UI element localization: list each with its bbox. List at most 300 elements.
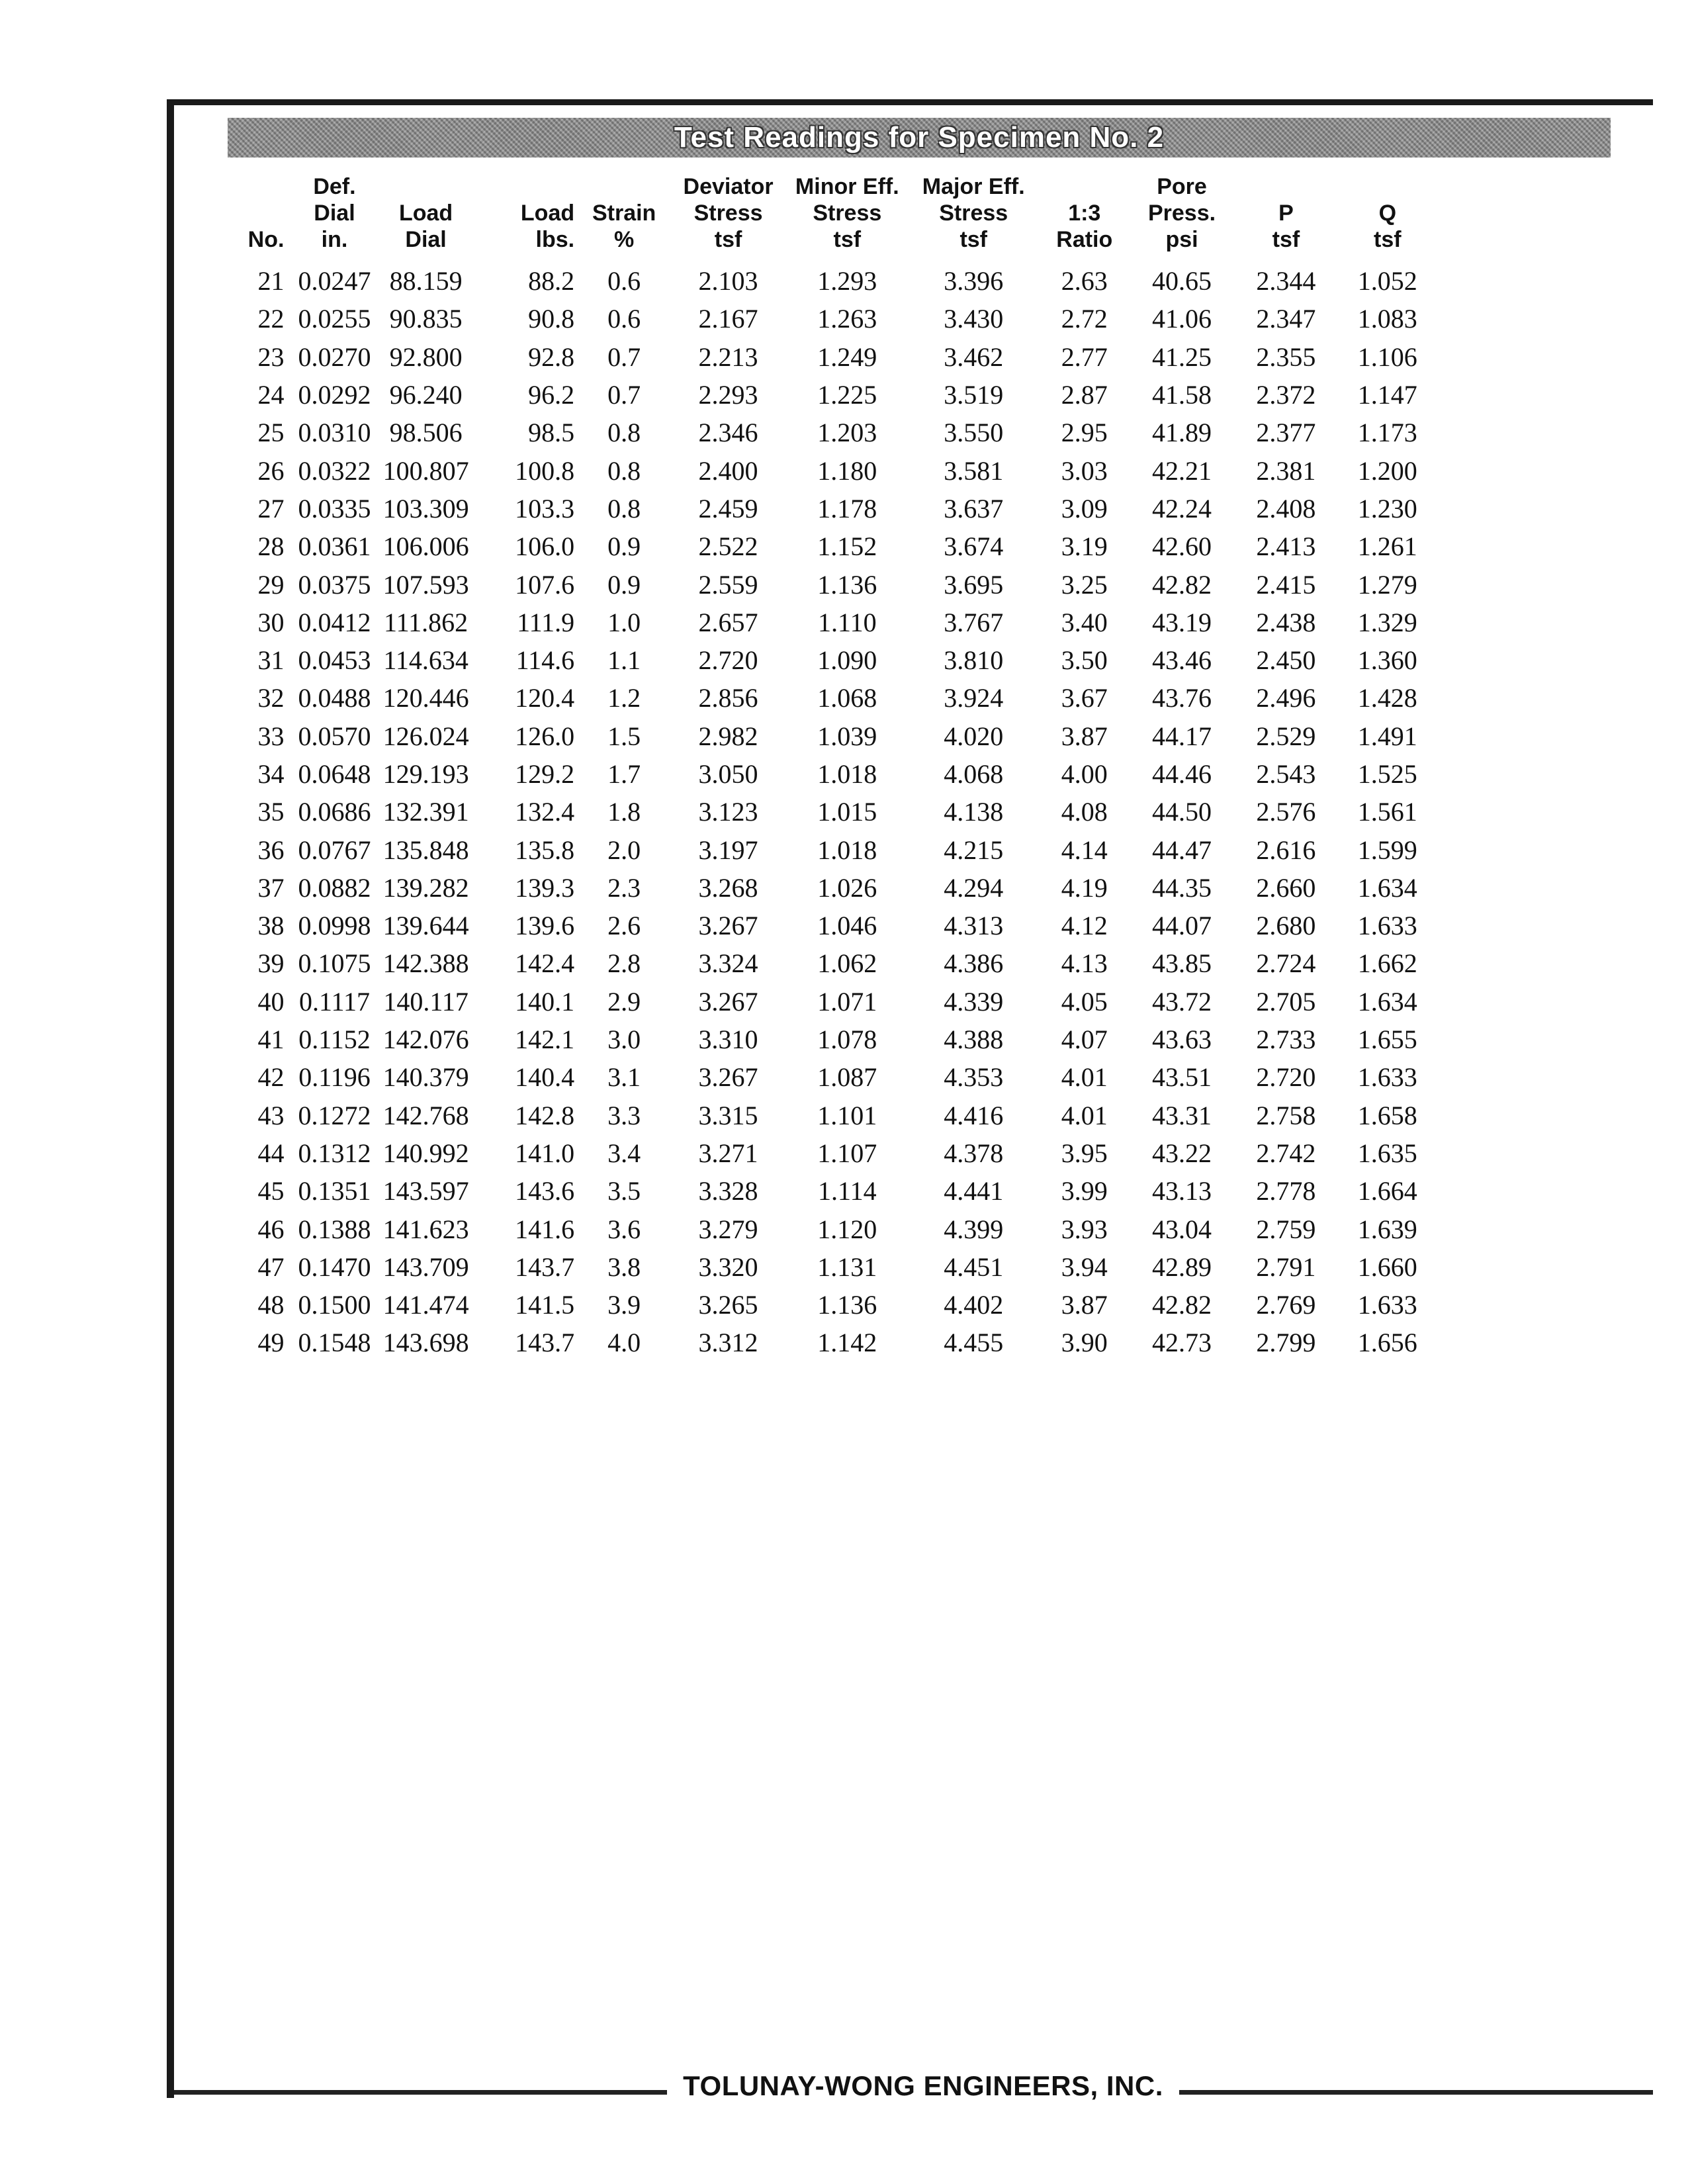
column-header-strain [580,173,668,262]
cell-q: 1.634 [1357,872,1417,903]
cell-def-dial: 0.1152 [298,1024,371,1055]
cell-no: 47 [257,1251,285,1282]
cell-no: 40 [257,986,285,1017]
cell-major-eff-stress: 4.451 [944,1251,1004,1282]
cell-load-lbs: 114.6 [515,645,575,676]
cell-strain: 0.6 [607,304,641,334]
cell-minor-eff-stress: 1.015 [817,797,877,827]
cell-p: 2.733 [1256,1024,1316,1055]
table-row [228,490,1439,527]
cell-def-dial: 0.0882 [298,872,371,903]
cell-minor-eff-stress: 1.136 [817,1290,877,1320]
cell-load-dial: 103.309 [382,493,469,523]
column-header-line: Load [398,201,453,226]
cell-q: 1.664 [1357,1176,1417,1206]
cell-pore-press: 43.85 [1152,948,1212,979]
cell-q: 1.428 [1357,683,1417,713]
cell-def-dial: 0.0322 [298,455,371,486]
table-row [228,717,1439,755]
cell-ratio: 2.87 [1061,380,1108,410]
cell-load-dial: 140.117 [383,986,468,1017]
cell-q: 1.633 [1357,911,1417,941]
table-row [228,451,1439,489]
table-row [228,869,1439,907]
cell-load-lbs: 139.3 [515,872,575,903]
cell-minor-eff-stress: 1.107 [817,1138,877,1168]
table-row [228,604,1439,641]
cell-p: 2.742 [1256,1138,1316,1168]
cell-def-dial: 0.0292 [298,380,371,410]
cell-deviator-stress: 2.657 [698,607,758,637]
cell-strain: 2.3 [607,872,641,903]
cell-strain: 0.6 [607,266,641,296]
column-header-deviator-stress [668,173,788,262]
cell-no: 43 [257,1100,285,1130]
cell-deviator-stress: 3.271 [698,1138,758,1168]
cell-p: 2.616 [1256,835,1316,865]
cell-ratio: 2.77 [1061,341,1108,372]
cell-major-eff-stress: 3.695 [944,569,1004,600]
cell-load-lbs: 140.4 [515,1062,575,1093]
cell-deviator-stress: 2.856 [698,683,758,713]
column-header-line: P [1278,201,1294,226]
cell-q: 1.360 [1357,645,1417,676]
cell-p: 2.758 [1256,1100,1316,1130]
cell-minor-eff-stress: 1.114 [818,1176,877,1206]
cell-load-dial: 96.240 [389,380,463,410]
footer-rule-left [174,2090,667,2095]
column-header-line: Pore [1157,174,1207,199]
cell-no: 35 [257,797,285,827]
table-row [228,376,1439,414]
cell-def-dial: 0.1351 [298,1176,371,1206]
cell-pore-press: 42.73 [1152,1328,1212,1358]
cell-load-dial: 100.807 [382,455,469,486]
cell-minor-eff-stress: 1.071 [817,986,877,1017]
column-header-def-dial [290,173,378,262]
cell-deviator-stress: 2.400 [698,455,758,486]
column-header-line: Load [520,201,575,226]
cell-p: 2.372 [1256,380,1316,410]
cell-no: 25 [257,418,285,448]
cell-ratio: 3.94 [1061,1251,1108,1282]
cell-no: 49 [257,1328,285,1358]
cell-load-lbs: 90.8 [528,304,575,334]
cell-strain: 3.6 [607,1214,641,1244]
cell-minor-eff-stress: 1.249 [817,341,877,372]
cell-no: 46 [257,1214,285,1244]
column-header-line: in. [321,227,348,252]
cell-no: 32 [257,683,285,713]
cell-deviator-stress: 2.293 [698,380,758,410]
cell-pore-press: 42.89 [1152,1251,1212,1282]
column-header-pore-press [1128,173,1235,262]
column-header-line: tsf [1272,227,1300,252]
title-banner [228,118,1611,158]
cell-strain: 1.5 [607,721,641,751]
cell-ratio: 3.99 [1061,1176,1108,1206]
cell-q: 1.662 [1357,948,1417,979]
cell-def-dial: 0.0686 [298,797,371,827]
cell-load-dial: 142.076 [382,1024,469,1055]
cell-major-eff-stress: 4.020 [944,721,1004,751]
cell-no: 30 [257,607,285,637]
cell-def-dial: 0.0335 [298,493,371,523]
cell-q: 1.635 [1357,1138,1417,1168]
cell-load-lbs: 98.5 [528,418,575,448]
cell-def-dial: 0.1075 [298,948,371,979]
column-header-line: tsf [959,227,987,252]
cell-ratio: 4.05 [1061,986,1108,1017]
cell-ratio: 3.03 [1061,455,1108,486]
cell-load-dial: 139.644 [382,911,469,941]
cell-pore-press: 43.63 [1152,1024,1212,1055]
cell-load-dial: 140.992 [382,1138,469,1168]
cell-load-dial: 142.388 [382,948,469,979]
cell-q: 1.525 [1357,759,1417,789]
cell-pore-press: 42.82 [1152,569,1212,600]
cell-ratio: 4.13 [1061,948,1108,979]
cell-no: 22 [257,304,285,334]
cell-q: 1.660 [1357,1251,1417,1282]
cell-pore-press: 43.51 [1152,1062,1212,1093]
cell-strain: 1.7 [607,759,641,789]
cell-pore-press: 43.31 [1152,1100,1212,1130]
cell-ratio: 4.19 [1061,872,1108,903]
cell-strain: 3.3 [607,1100,641,1130]
cell-major-eff-stress: 4.386 [944,948,1004,979]
cell-ratio: 4.07 [1061,1024,1108,1055]
cell-deviator-stress: 3.320 [698,1251,758,1282]
cell-no: 23 [257,341,285,372]
cell-deviator-stress: 2.103 [698,266,758,296]
cell-ratio: 3.95 [1061,1138,1108,1168]
column-header-major-eff-stress [907,173,1041,262]
cell-p: 2.660 [1256,872,1316,903]
cell-load-lbs: 107.6 [515,569,575,600]
cell-load-lbs: 143.7 [515,1328,575,1358]
cell-strain: 0.8 [607,418,641,448]
cell-strain: 2.9 [607,986,641,1017]
cell-q: 1.655 [1357,1024,1417,1055]
cell-major-eff-stress: 3.519 [944,380,1004,410]
cell-def-dial: 0.0270 [298,341,371,372]
table-row [228,983,1439,1021]
cell-deviator-stress: 2.982 [698,721,758,751]
column-header-line: tsf [714,227,742,252]
table-row [228,1097,1439,1134]
cell-minor-eff-stress: 1.068 [817,683,877,713]
cell-major-eff-stress: 3.637 [944,493,1004,523]
cell-q: 1.633 [1357,1290,1417,1320]
column-header-no [228,173,290,262]
column-header-line: tsf [1374,227,1402,252]
column-header-line: Stress [939,201,1008,226]
cell-q: 1.491 [1357,721,1417,751]
cell-deviator-stress: 2.346 [698,418,758,448]
cell-load-lbs: 129.2 [515,759,575,789]
cell-load-lbs: 106.0 [515,531,575,562]
cell-no: 21 [257,266,285,296]
cell-no: 26 [257,455,285,486]
cell-load-dial: 98.506 [389,418,463,448]
cell-minor-eff-stress: 1.039 [817,721,877,751]
cell-p: 2.344 [1256,266,1316,296]
column-header-load-lbs [474,173,580,262]
cell-strain: 1.8 [607,797,641,827]
cell-pore-press: 44.47 [1152,835,1212,865]
cell-load-lbs: 88.2 [528,266,575,296]
cell-p: 2.496 [1256,683,1316,713]
cell-def-dial: 0.1470 [298,1251,371,1282]
cell-ratio: 4.01 [1061,1062,1108,1093]
cell-minor-eff-stress: 1.263 [817,304,877,334]
cell-pore-press: 43.46 [1152,645,1212,676]
cell-minor-eff-stress: 1.110 [818,607,877,637]
column-header-q [1337,173,1439,262]
table-row [228,1286,1439,1324]
cell-strain: 2.6 [607,911,641,941]
cell-ratio: 3.40 [1061,607,1108,637]
cell-minor-eff-stress: 1.026 [817,872,877,903]
cell-major-eff-stress: 3.430 [944,304,1004,334]
cell-no: 28 [257,531,285,562]
cell-no: 31 [257,645,285,676]
cell-strain: 3.5 [607,1176,641,1206]
cell-deviator-stress: 3.324 [698,948,758,979]
cell-pore-press: 43.22 [1152,1138,1212,1168]
cell-major-eff-stress: 4.455 [944,1328,1004,1358]
cell-load-dial: 129.193 [382,759,469,789]
column-header-line: Ratio [1056,227,1113,252]
cell-strain: 2.8 [607,948,641,979]
table-row [228,907,1439,944]
column-header-ratio [1041,173,1128,262]
column-header-line: % [614,227,635,252]
cell-no: 41 [257,1024,285,1055]
column-header-line: Minor Eff. [795,174,899,199]
cell-q: 1.639 [1357,1214,1417,1244]
cell-major-eff-stress: 4.399 [944,1214,1004,1244]
table-row [228,1021,1439,1058]
cell-pore-press: 43.19 [1152,607,1212,637]
cell-major-eff-stress: 4.416 [944,1100,1004,1130]
cell-pore-press: 44.50 [1152,797,1212,827]
cell-p: 2.576 [1256,797,1316,827]
cell-load-lbs: 96.2 [528,380,575,410]
cell-ratio: 4.01 [1061,1100,1108,1130]
cell-p: 2.799 [1256,1328,1316,1358]
cell-minor-eff-stress: 1.062 [817,948,877,979]
cell-q: 1.634 [1357,986,1417,1017]
cell-q: 1.599 [1357,835,1417,865]
cell-major-eff-stress: 4.313 [944,911,1004,941]
page-title: Test Readings for Specimen No. 2 [674,121,1165,154]
cell-def-dial: 0.1388 [298,1214,371,1244]
cell-pore-press: 44.46 [1152,759,1212,789]
cell-major-eff-stress: 3.924 [944,683,1004,713]
cell-q: 1.658 [1357,1100,1417,1130]
cell-load-dial: 90.835 [389,304,463,334]
cell-load-lbs: 143.7 [515,1251,575,1282]
cell-load-dial: 88.159 [389,266,463,296]
cell-q: 1.106 [1357,341,1417,372]
cell-q: 1.147 [1357,380,1417,410]
cell-minor-eff-stress: 1.203 [817,418,877,448]
cell-deviator-stress: 3.123 [698,797,758,827]
cell-no: 34 [257,759,285,789]
table-row [228,793,1439,831]
cell-p: 2.415 [1256,569,1316,600]
cell-deviator-stress: 3.268 [698,872,758,903]
cell-minor-eff-stress: 1.142 [817,1328,877,1358]
cell-ratio: 3.09 [1061,493,1108,523]
cell-load-lbs: 120.4 [515,683,575,713]
cell-def-dial: 0.0648 [298,759,371,789]
cell-p: 2.438 [1256,607,1316,637]
cell-def-dial: 0.0998 [298,911,371,941]
cell-strain: 3.0 [607,1024,641,1055]
table-row [228,1058,1439,1096]
cell-load-lbs: 141.5 [515,1290,575,1320]
cell-minor-eff-stress: 1.046 [817,911,877,941]
cell-q: 1.633 [1357,1062,1417,1093]
company-name: TOLUNAY-WONG ENGINEERS, INC. [683,2070,1163,2101]
cell-p: 2.450 [1256,645,1316,676]
cell-major-eff-stress: 4.378 [944,1138,1004,1168]
cell-major-eff-stress: 3.767 [944,607,1004,637]
column-header-p [1235,173,1336,262]
cell-strain: 2.0 [607,835,641,865]
cell-strain: 3.4 [607,1138,641,1168]
cell-no: 29 [257,569,285,600]
cell-strain: 3.9 [607,1290,641,1320]
cell-strain: 0.9 [607,569,641,600]
cell-deviator-stress: 3.279 [698,1214,758,1244]
cell-ratio: 3.19 [1061,531,1108,562]
cell-ratio: 4.08 [1061,797,1108,827]
cell-load-lbs: 135.8 [515,835,575,865]
cell-strain: 3.8 [607,1251,641,1282]
cell-load-dial: 139.282 [382,872,469,903]
cell-load-lbs: 140.1 [515,986,575,1017]
cell-no: 37 [257,872,285,903]
cell-def-dial: 0.0310 [298,418,371,448]
cell-p: 2.377 [1256,418,1316,448]
cell-q: 1.200 [1357,455,1417,486]
cell-pore-press: 42.60 [1152,531,1212,562]
cell-pore-press: 43.72 [1152,986,1212,1017]
cell-q: 1.261 [1357,531,1417,562]
cell-ratio: 2.95 [1061,418,1108,448]
cell-load-lbs: 142.4 [515,948,575,979]
cell-minor-eff-stress: 1.178 [817,493,877,523]
cell-load-dial: 142.768 [382,1100,469,1130]
column-header-line: Stress [693,201,763,226]
cell-pore-press: 40.65 [1152,266,1212,296]
cell-pore-press: 41.06 [1152,304,1212,334]
cell-no: 42 [257,1062,285,1093]
cell-ratio: 2.72 [1061,304,1108,334]
cell-def-dial: 0.0570 [298,721,371,751]
readings-table [228,173,1439,1362]
cell-def-dial: 0.0247 [298,266,371,296]
cell-def-dial: 0.0255 [298,304,371,334]
table-body [228,262,1439,1362]
table-row [228,831,1439,868]
cell-strain: 1.1 [607,645,641,676]
cell-deviator-stress: 3.310 [698,1024,758,1055]
footer-rule-right [1179,2090,1653,2095]
cell-p: 2.408 [1256,493,1316,523]
cell-strain: 0.8 [607,455,641,486]
cell-deviator-stress: 3.328 [698,1176,758,1206]
cell-pore-press: 43.04 [1152,1214,1212,1244]
cell-pore-press: 42.21 [1152,455,1212,486]
cell-p: 2.791 [1256,1251,1316,1282]
table-row [228,565,1439,603]
cell-q: 1.230 [1357,493,1417,523]
cell-deviator-stress: 2.213 [698,341,758,372]
cell-q: 1.561 [1357,797,1417,827]
cell-deviator-stress: 2.720 [698,645,758,676]
cell-major-eff-stress: 3.810 [944,645,1004,676]
column-header-line: Press. [1147,201,1216,226]
cell-q: 1.173 [1357,418,1417,448]
cell-load-dial: 140.379 [382,1062,469,1093]
cell-p: 2.705 [1256,986,1316,1017]
cell-load-dial: 120.446 [382,683,469,713]
cell-p: 2.680 [1256,911,1316,941]
cell-load-dial: 135.848 [382,835,469,865]
table-row [228,1210,1439,1248]
column-header-line: psi [1165,227,1198,252]
table-row [228,338,1439,376]
table-row [228,641,1439,679]
cell-deviator-stress: 2.167 [698,304,758,334]
cell-no: 27 [257,493,285,523]
cell-minor-eff-stress: 1.120 [817,1214,877,1244]
cell-load-dial: 143.709 [382,1251,469,1282]
cell-strain: 3.1 [607,1062,641,1093]
cell-minor-eff-stress: 1.018 [817,835,877,865]
cell-minor-eff-stress: 1.152 [817,531,877,562]
cell-pore-press: 42.24 [1152,493,1212,523]
cell-no: 33 [257,721,285,751]
cell-pore-press: 43.76 [1152,683,1212,713]
column-header-line: Q [1378,201,1397,226]
cell-p: 2.724 [1256,948,1316,979]
cell-load-dial: 111.862 [384,607,468,637]
cell-pore-press: 41.58 [1152,380,1212,410]
cell-def-dial: 0.0375 [298,569,371,600]
cell-strain: 1.2 [607,683,641,713]
cell-major-eff-stress: 4.353 [944,1062,1004,1093]
cell-strain: 0.9 [607,531,641,562]
cell-q: 1.329 [1357,607,1417,637]
column-header-line: tsf [833,227,862,252]
cell-major-eff-stress: 4.339 [944,986,1004,1017]
cell-def-dial: 0.0453 [298,645,371,676]
column-header-line: Deviator [683,174,774,199]
cell-load-lbs: 100.8 [515,455,575,486]
cell-major-eff-stress: 4.441 [944,1176,1004,1206]
cell-p: 2.381 [1256,455,1316,486]
column-header-load-dial [378,173,473,262]
cell-ratio: 3.87 [1061,721,1108,751]
cell-minor-eff-stress: 1.090 [817,645,877,676]
cell-ratio: 3.25 [1061,569,1108,600]
